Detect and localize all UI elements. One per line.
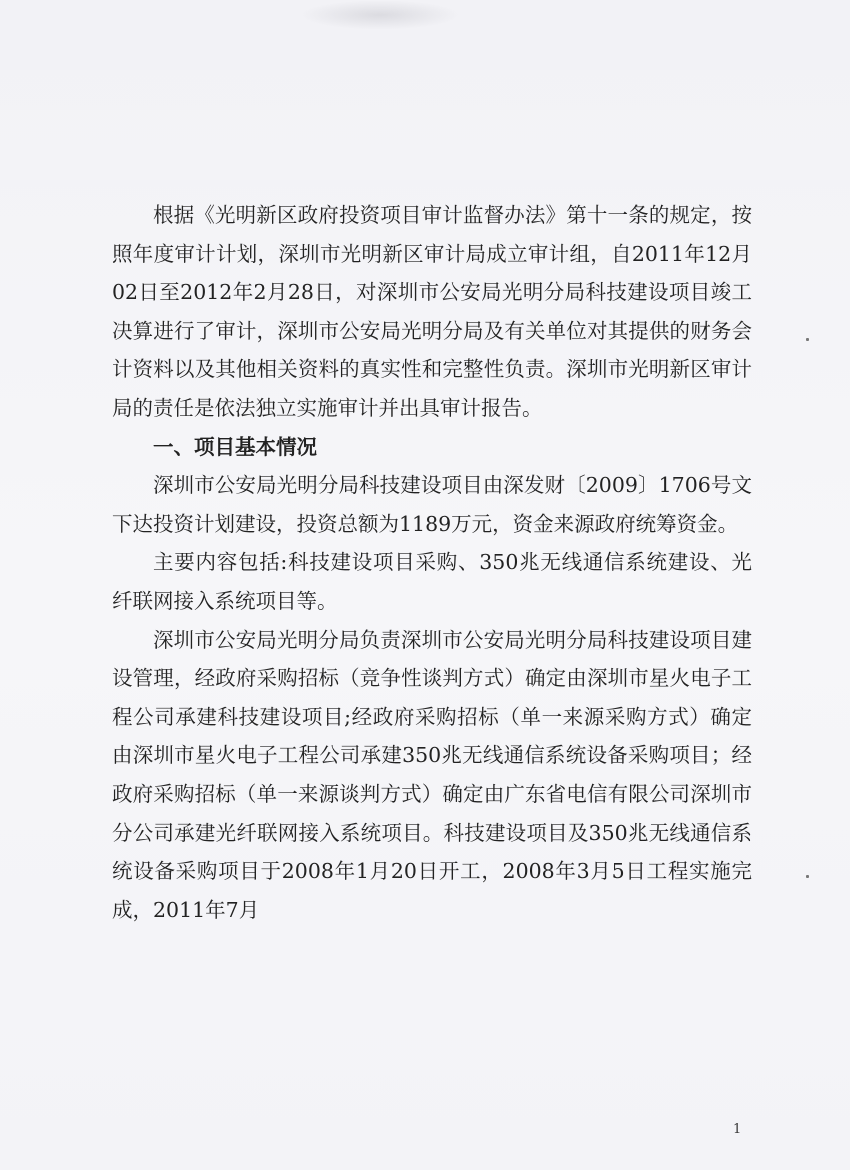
document-body — [112, 196, 752, 929]
paragraph-management: 深圳市公安局光明分局负责深圳市公安局光明分局科技建设项目建设管理，经政府采购招标（竞争性谈判方式）确定由深圳市星火电子工程公司承建科技建设项目;经政府采购招标（单一来源采购方式）确定由深圳市星火电子工程公司承建350兆无线通信系统设备采购项目；经政府采购招标（单一来源谈判方式）确定由广东省电信有限公司深圳市分公司承建光纤联网接入系统项目。科技建设项目及350兆无线通信系统设备采购项目于2008年1月20日开工，2008年3月5日工程实施完成，2011年7月 — [112, 627, 752, 922]
paragraph-investment: 深圳市公安局光明分局科技建设项目由深发财〔2009〕1706号文下达投资计划建设，投资总额为1189万元，资金来源政府统筹资金。 — [112, 473, 752, 536]
paragraph-intro: 根据《光明新区政府投资项目审计监督办法》第十一条的规定，按照年度审计计划，深圳市光明新区审计局成立审计组，自2011年12月02日至2012年2月28日，对深圳市公安局光明分局科技建设项目竣工决算进行了审计，深圳市公安局光明分局及有关单位对其提供的财务会计资料以及其他相关资料的真实性和完整性负责。深圳市光明新区审计局的责任是依法独立实施审计并出具审计报告。 — [112, 203, 752, 420]
scan-speck — [806, 338, 809, 341]
page-number: 1 — [733, 1122, 742, 1137]
scan-speck — [806, 875, 809, 878]
scan-bleed-mark — [300, 0, 460, 30]
paragraph-main-content: 主要内容包括:科技建设项目采购、350兆无线通信系统建设、光纤联网接入系统项目等。 — [112, 550, 752, 613]
section-heading-project-basics: 一、项目基本情况 — [153, 434, 317, 459]
